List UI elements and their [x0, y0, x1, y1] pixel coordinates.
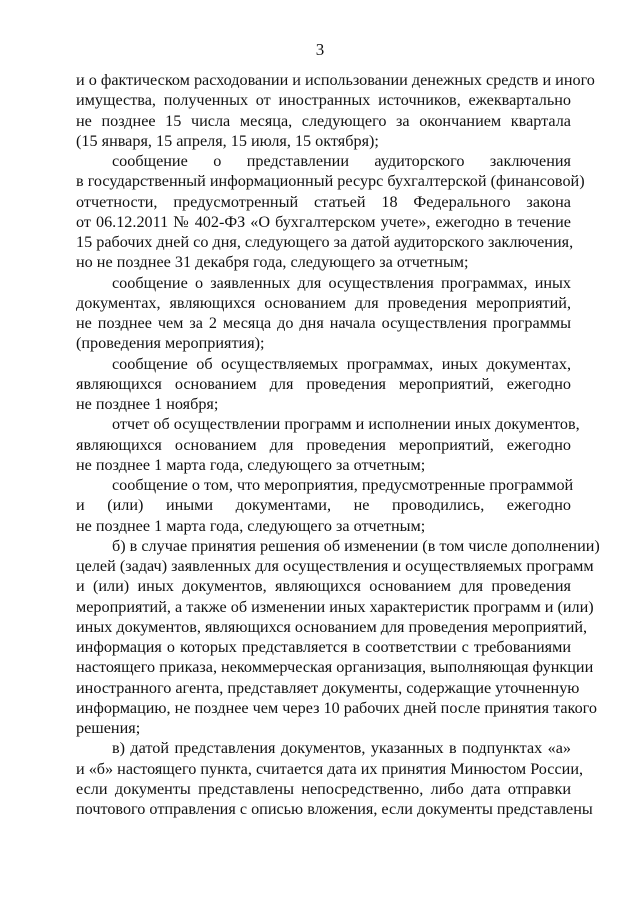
paragraph	[76, 414, 580, 475]
paragraph	[76, 354, 571, 415]
text-line: сообщение о представлении аудиторского заключения	[112, 152, 571, 170]
text-line: б) в случае принятия решения об изменении (в том числе дополнении)	[112, 536, 600, 555]
text-line: от 06.12.2011 № 402-ФЗ «О бухгалтерском учете», ежегодно в течение	[76, 212, 571, 231]
text-line: отчет об осуществлении программ и исполнении иных документов,	[112, 415, 580, 434]
text-line: но не позднее 31 декабря года, следующего за отчетным;	[76, 253, 469, 272]
text-line: не позднее 1 ноября;	[76, 395, 219, 413]
text-line: (15 января, 15 апреля, 15 июля, 15 октября);	[76, 131, 379, 150]
text-line: являющихся основанием для проведения мероприятий, ежегодно	[76, 435, 571, 454]
text-line: документах, являющихся основанием для проведения мероприятий,	[76, 293, 571, 312]
text-line: решения;	[76, 719, 141, 737]
paragraph	[76, 273, 571, 354]
text-line: целей (задач) заявленных для осуществления и осуществляемых программ	[76, 557, 594, 575]
text-line: являющихся основанием для проведения мероприятий, ежегодно	[76, 374, 571, 393]
text-line: почтового отправления с описью вложения, если документы представлены	[76, 800, 593, 818]
text-line: и «б» настоящего пункта, считается дата их принятия Минюстом России,	[76, 759, 584, 778]
text-line: и (или) иными документами, не проводились, ежегодно	[76, 496, 571, 515]
text-line: иностранного агента, представляет документы, содержащие уточненную	[76, 678, 580, 697]
text-line: в государственный информационный ресурс бухгалтерской (финансовой)	[76, 172, 585, 191]
text-line: мероприятий, а также об изменении иных характеристик программ и (или)	[76, 597, 594, 616]
text-line: имущества, полученных от иностранных источников, ежеквартально	[76, 91, 571, 110]
text-line: не позднее 1 марта года, следующего за отчетным;	[76, 455, 426, 474]
document-body	[76, 70, 600, 819]
text-line: иных документов, являющихся основанием для проведения мероприятий,	[76, 617, 588, 636]
text-line: не позднее 1 марта года, следующего за отчетным;	[76, 516, 426, 535]
text-line: сообщение о заявленных для осуществления программах, иных	[112, 273, 571, 292]
text-line: не позднее чем за 2 месяца до дня начала осуществления программы	[76, 314, 571, 332]
text-line: 15 рабочих дней со дня, следующего за датой аудиторского заключения,	[76, 233, 574, 251]
text-line: информацию, не позднее чем через 10 рабочих дней после принятия такого	[76, 698, 598, 717]
text-line: в) датой представления документов, указанных в подпунктах «а»	[112, 739, 571, 758]
paragraph	[76, 151, 585, 273]
text-line: сообщение об осуществляемых программах, иных документах,	[112, 354, 571, 373]
text-line: настоящего приказа, некоммерческая организация, выполняющая функции	[76, 658, 594, 677]
text-line: и (или) иных документов, являющихся основанием для проведения	[76, 577, 571, 596]
paragraph	[76, 536, 600, 739]
paragraph	[76, 475, 574, 536]
text-line: информация о которых представляется в соответствии с требованиями	[76, 638, 571, 656]
text-line: (проведения мероприятия);	[76, 334, 265, 353]
text-line: отчетности, предусмотренный статьей 18 Федерального закона	[76, 192, 571, 211]
text-line: сообщение о том, что мероприятия, предусмотренные программой	[112, 476, 574, 494]
text-line: не позднее 15 числа месяца, следующего за окончанием квартала	[76, 111, 571, 130]
text-line: если документы представлены непосредственно, либо дата отправки	[76, 779, 571, 798]
paragraph	[76, 70, 595, 151]
paragraph	[76, 738, 593, 819]
text-line: и о фактическом расходовании и использовании денежных средств и иного	[76, 71, 595, 89]
page-number: 3	[315, 40, 325, 59]
